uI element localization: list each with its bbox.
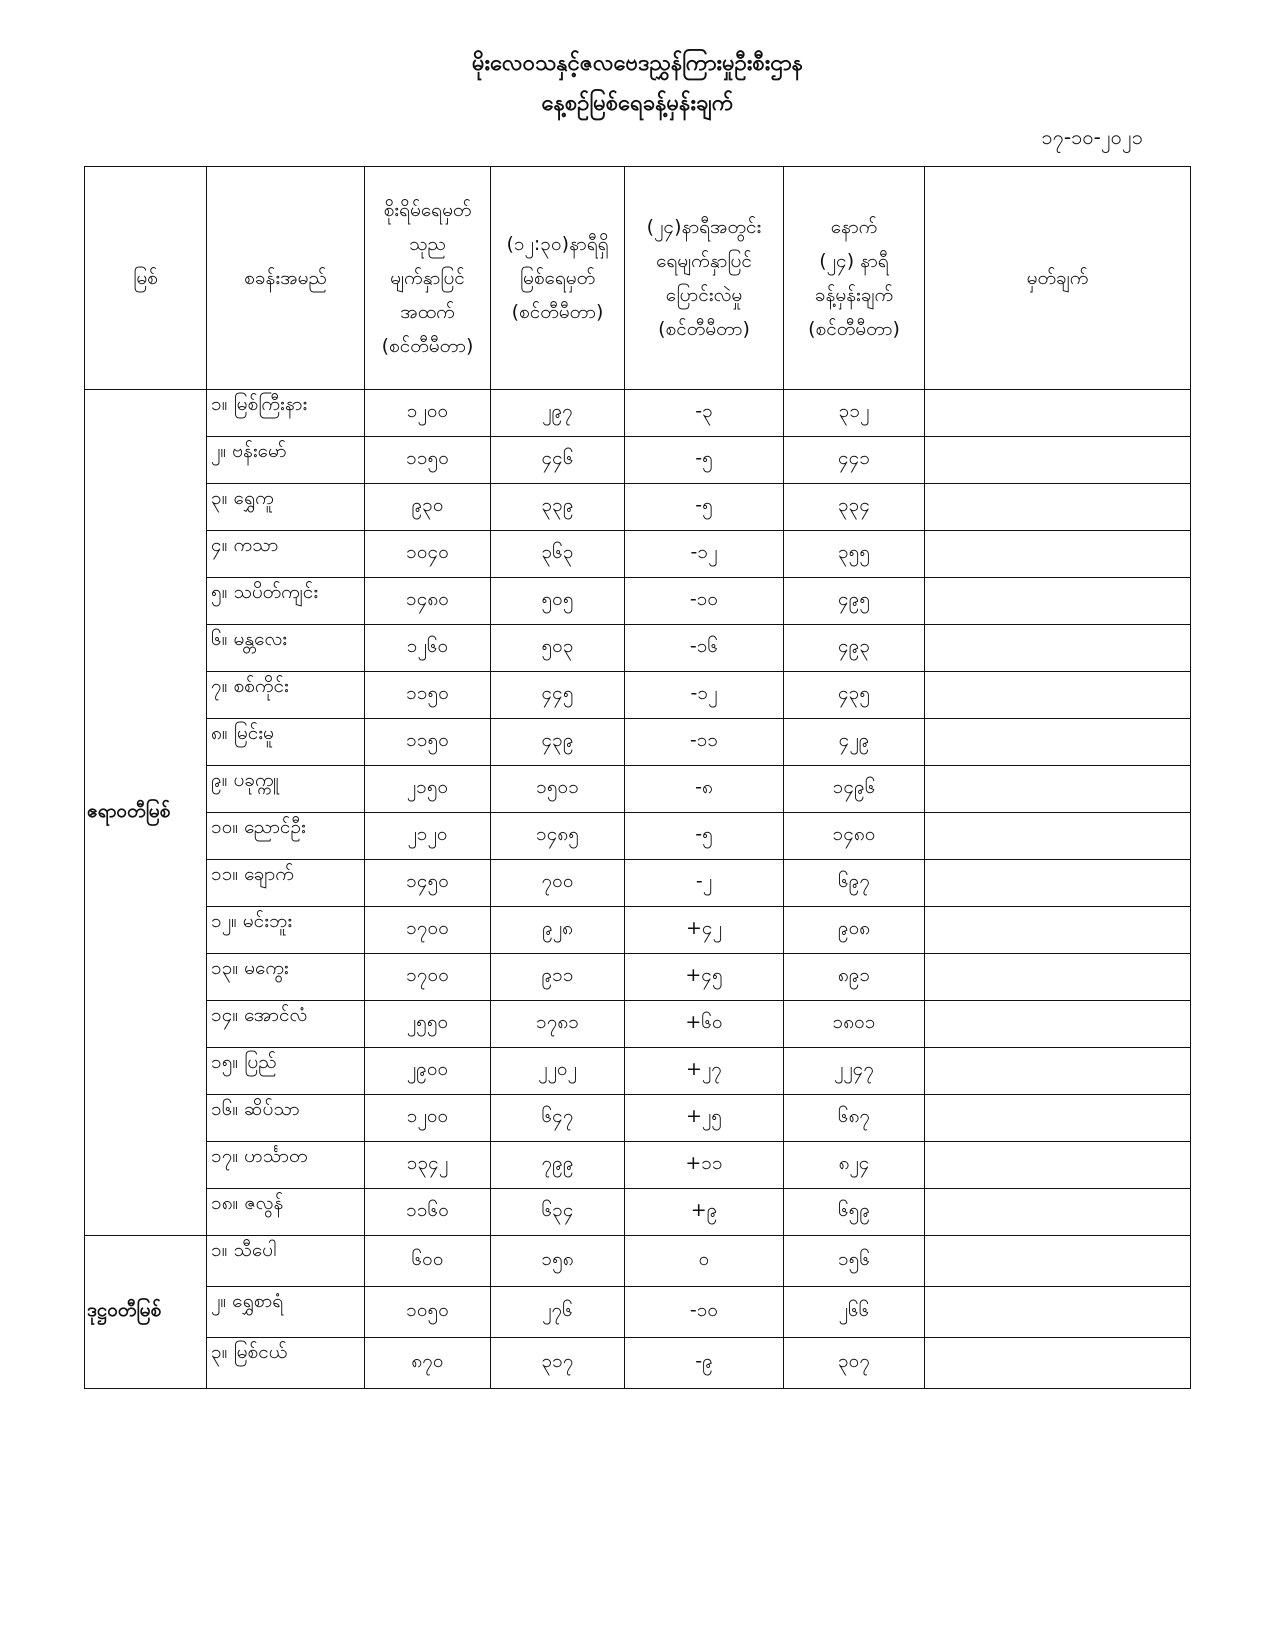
table-row xyxy=(85,531,1191,578)
change-cell: -၂ xyxy=(625,860,784,907)
change-cell: -၁၂ xyxy=(625,672,784,719)
remarks-cell xyxy=(925,484,1191,531)
station-name-cell: ၆။ မန္တလေး xyxy=(207,625,365,672)
change-cell: -၅ xyxy=(625,813,784,860)
table-row xyxy=(85,954,1191,1001)
danger-cell: ၆၀၀ xyxy=(365,1236,491,1287)
page-title: မိုးလေဝသနှင့်ဇလဗေဒညွှန်ကြားမှုဦးစီးဌာန xyxy=(471,51,804,76)
change-cell: ၀ xyxy=(625,1236,784,1287)
station-name-cell: ၁၃။ မကွေး xyxy=(207,954,365,1001)
change-cell: +၄၂ xyxy=(625,907,784,954)
table-row xyxy=(85,672,1191,719)
station-name-cell: ၁၆။ ဆိပ်သာ xyxy=(207,1095,365,1142)
station-name-cell: ၁၅။ ပြည် xyxy=(207,1048,365,1095)
danger-cell: ၂၁၅၀ xyxy=(365,766,491,813)
station-name-cell: ၃။ မြစ်ငယ် xyxy=(207,1338,365,1389)
current-cell: ၄၃၉ xyxy=(491,719,625,766)
remarks-cell xyxy=(925,1048,1191,1095)
report-date: ၁၇-၁၀-၂၀၂၁ xyxy=(1041,125,1143,149)
current-cell: ၃၆၃ xyxy=(491,531,625,578)
forecast-cell: ၃၀၇ xyxy=(784,1338,925,1389)
table-row xyxy=(85,766,1191,813)
header-current-level: (၁၂:၃၀)နာရီရှိ မြစ်ရေမှတ် (စင်တီမီတာ) xyxy=(491,167,625,390)
station-name-cell: ၁၁။ ချောက် xyxy=(207,860,365,907)
remarks-cell xyxy=(925,954,1191,1001)
current-cell: ၅၀၃ xyxy=(491,625,625,672)
table-row xyxy=(85,625,1191,672)
remarks-cell xyxy=(925,1236,1191,1287)
danger-cell: ၁၇၀၀ xyxy=(365,954,491,1001)
current-cell: ၁၅၈ xyxy=(491,1236,625,1287)
danger-cell: ၁၀၅၀ xyxy=(365,1287,491,1338)
change-cell: -၁၁ xyxy=(625,719,784,766)
remarks-cell xyxy=(925,1001,1191,1048)
change-cell: +၆၀ xyxy=(625,1001,784,1048)
header-station: စခန်းအမည် xyxy=(207,167,365,390)
forecast-cell: ၄၂၉ xyxy=(784,719,925,766)
forecast-cell: ၈၂၄ xyxy=(784,1142,925,1189)
table-row xyxy=(85,907,1191,954)
change-cell: +၂၇ xyxy=(625,1048,784,1095)
change-cell: -၁၀ xyxy=(625,1287,784,1338)
current-cell: ၉၁၁ xyxy=(491,954,625,1001)
danger-cell: ၁၁၅၀ xyxy=(365,437,491,484)
forecast-cell: ၉၀၈ xyxy=(784,907,925,954)
station-name-cell: ၂။ ရွှေစာရံ xyxy=(207,1287,365,1338)
table-row xyxy=(85,1338,1191,1389)
station-name-cell: ၅။ သပိတ်ကျင်း xyxy=(207,578,365,625)
station-name-cell: ၇။ စစ်ကိုင်း xyxy=(207,672,365,719)
header-river: မြစ် xyxy=(85,167,207,390)
table-row xyxy=(85,1048,1191,1095)
change-cell: -၅ xyxy=(625,484,784,531)
remarks-cell xyxy=(925,813,1191,860)
page-subtitle: နေ့စဉ်မြစ်ရေခန့်မှန်းချက် xyxy=(541,91,734,116)
change-cell: +၁၁ xyxy=(625,1142,784,1189)
header-forecast: နောက် (၂၄) နာရီ ခန့်မှန်းချက် (စင်တီမီတာ) xyxy=(784,167,925,390)
table-row xyxy=(85,1287,1191,1338)
danger-cell: ၁၁၅၀ xyxy=(365,672,491,719)
station-name-cell: ၃။ ရွှေကူ xyxy=(207,484,365,531)
forecast-cell: ၈၉၁ xyxy=(784,954,925,1001)
danger-cell: ၁၃၄၂ xyxy=(365,1142,491,1189)
table-row xyxy=(85,860,1191,907)
danger-cell: ၁၁၅၀ xyxy=(365,719,491,766)
station-name-cell: ၁၂။ မင်းဘူး xyxy=(207,907,365,954)
station-name-cell: ၈။ မြင်းမူ xyxy=(207,719,365,766)
river-basin-cell: ဒုဋ္ဌဝတီမြစ် xyxy=(85,1236,207,1389)
forecast-cell: ၆၈၇ xyxy=(784,1095,925,1142)
current-cell: ၁၅၀၁ xyxy=(491,766,625,813)
table-row xyxy=(85,1095,1191,1142)
current-cell: ၉၂၈ xyxy=(491,907,625,954)
danger-cell: ၂၅၅၀ xyxy=(365,1001,491,1048)
remarks-cell xyxy=(925,766,1191,813)
forecast-table xyxy=(84,166,1191,1389)
danger-cell: ၈၇၀ xyxy=(365,1338,491,1389)
remarks-cell xyxy=(925,860,1191,907)
current-cell: ၇၀၀ xyxy=(491,860,625,907)
danger-cell: ၁၀၄၀ xyxy=(365,531,491,578)
forecast-cell: ၆၅၉ xyxy=(784,1189,925,1236)
forecast-cell: ၄၃၅ xyxy=(784,672,925,719)
station-name-cell: ၁၇။ ဟင်္သာတ xyxy=(207,1142,365,1189)
change-cell: +၄၅ xyxy=(625,954,784,1001)
table-row xyxy=(85,484,1191,531)
table-row xyxy=(85,719,1191,766)
danger-cell: ၂၉၀၀ xyxy=(365,1048,491,1095)
remarks-cell xyxy=(925,1338,1191,1389)
change-cell: -၁၂ xyxy=(625,531,784,578)
table-row xyxy=(85,1142,1191,1189)
change-cell: +၉ xyxy=(625,1189,784,1236)
change-cell: -၉ xyxy=(625,1338,784,1389)
remarks-cell xyxy=(925,672,1191,719)
remarks-cell xyxy=(925,437,1191,484)
remarks-cell xyxy=(925,390,1191,437)
current-cell: ၁၇၈၁ xyxy=(491,1001,625,1048)
change-cell: -၅ xyxy=(625,437,784,484)
forecast-cell: ၆၉၇ xyxy=(784,860,925,907)
station-name-cell: ၁။ သီပေါ xyxy=(207,1236,365,1287)
danger-cell: ၉၃၀ xyxy=(365,484,491,531)
change-cell: -၁၀ xyxy=(625,578,784,625)
river-basin-cell: ဧရာဝတီမြစ် xyxy=(85,390,207,1236)
forecast-cell: ၃၃၄ xyxy=(784,484,925,531)
forecast-cell: ၄၉၃ xyxy=(784,625,925,672)
danger-cell: ၁၄၈၀ xyxy=(365,578,491,625)
station-name-cell: ၁၀။ ညောင်ဦး xyxy=(207,813,365,860)
danger-cell: ၁၂၆၀ xyxy=(365,625,491,672)
station-name-cell: ၉။ ပခုက္ကူ xyxy=(207,766,365,813)
table-row xyxy=(85,1001,1191,1048)
current-cell: ၃၃၉ xyxy=(491,484,625,531)
current-cell: ၅၀၅ xyxy=(491,578,625,625)
current-cell: ၂၉၇ xyxy=(491,390,625,437)
remarks-cell xyxy=(925,719,1191,766)
station-name-cell: ၁၈။ ဇလွန် xyxy=(207,1189,365,1236)
table-row xyxy=(85,437,1191,484)
current-cell: ၃၁၇ xyxy=(491,1338,625,1389)
current-cell: ၁၄၈၅ xyxy=(491,813,625,860)
current-cell: ၆၃၄ xyxy=(491,1189,625,1236)
current-cell: ၂၂၀၂ xyxy=(491,1048,625,1095)
forecast-cell: ၂၂၄၇ xyxy=(784,1048,925,1095)
danger-cell: ၁၄၅၀ xyxy=(365,860,491,907)
forecast-cell: ၄၉၅ xyxy=(784,578,925,625)
remarks-cell xyxy=(925,1142,1191,1189)
forecast-cell: ၂၆၆ xyxy=(784,1287,925,1338)
remarks-cell xyxy=(925,1095,1191,1142)
danger-cell: ၁၇၀၀ xyxy=(365,907,491,954)
change-cell: -၈ xyxy=(625,766,784,813)
station-name-cell: ၄။ ကသာ xyxy=(207,531,365,578)
forecast-cell: ၃၅၅ xyxy=(784,531,925,578)
danger-cell: ၂၁၂၀ xyxy=(365,813,491,860)
header-remarks: မှတ်ချက် xyxy=(925,167,1191,390)
danger-cell: ၁၂၀၀ xyxy=(365,390,491,437)
forecast-cell: ၁၈၀၁ xyxy=(784,1001,925,1048)
remarks-cell xyxy=(925,907,1191,954)
table-header-row xyxy=(85,167,1191,390)
station-name-cell: ၁၄။ အောင်လံ xyxy=(207,1001,365,1048)
remarks-cell xyxy=(925,1287,1191,1338)
current-cell: ၇၉၉ xyxy=(491,1142,625,1189)
current-cell: ၂၇၆ xyxy=(491,1287,625,1338)
station-name-cell: ၂။ ဗန်းမော် xyxy=(207,437,365,484)
change-cell: -၃ xyxy=(625,390,784,437)
current-cell: ၄၄၅ xyxy=(491,672,625,719)
header-danger-level: စိုးရိမ်ရေမှတ် သုည မျက်နှာပြင် အထက် (စင်တီမီတာ) xyxy=(365,167,491,390)
forecast-cell: ၃၁၂ xyxy=(784,390,925,437)
station-name-cell: ၁။ မြစ်ကြီးနား xyxy=(207,390,365,437)
remarks-cell xyxy=(925,531,1191,578)
current-cell: ၄၄၆ xyxy=(491,437,625,484)
remarks-cell xyxy=(925,625,1191,672)
change-cell: -၁၆ xyxy=(625,625,784,672)
table-row xyxy=(85,1189,1191,1236)
header-24h-change: (၂၄)နာရီအတွင်း ရေမျက်နှာပြင် ပြောင်းလဲမှု (စင်တီမီတာ) xyxy=(625,167,784,390)
forecast-cell: ၁၄၈၀ xyxy=(784,813,925,860)
forecast-cell: ၁၄၉၆ xyxy=(784,766,925,813)
table-row xyxy=(85,390,1191,437)
danger-cell: ၁၁၆၀ xyxy=(365,1189,491,1236)
current-cell: ၆၄၇ xyxy=(491,1095,625,1142)
change-cell: +၂၅ xyxy=(625,1095,784,1142)
forecast-cell: ၄၄၁ xyxy=(784,437,925,484)
remarks-cell xyxy=(925,578,1191,625)
remarks-cell xyxy=(925,1189,1191,1236)
table-row xyxy=(85,813,1191,860)
danger-cell: ၁၂၀၀ xyxy=(365,1095,491,1142)
forecast-cell: ၁၅၆ xyxy=(784,1236,925,1287)
table-row xyxy=(85,578,1191,625)
table-row xyxy=(85,1236,1191,1287)
